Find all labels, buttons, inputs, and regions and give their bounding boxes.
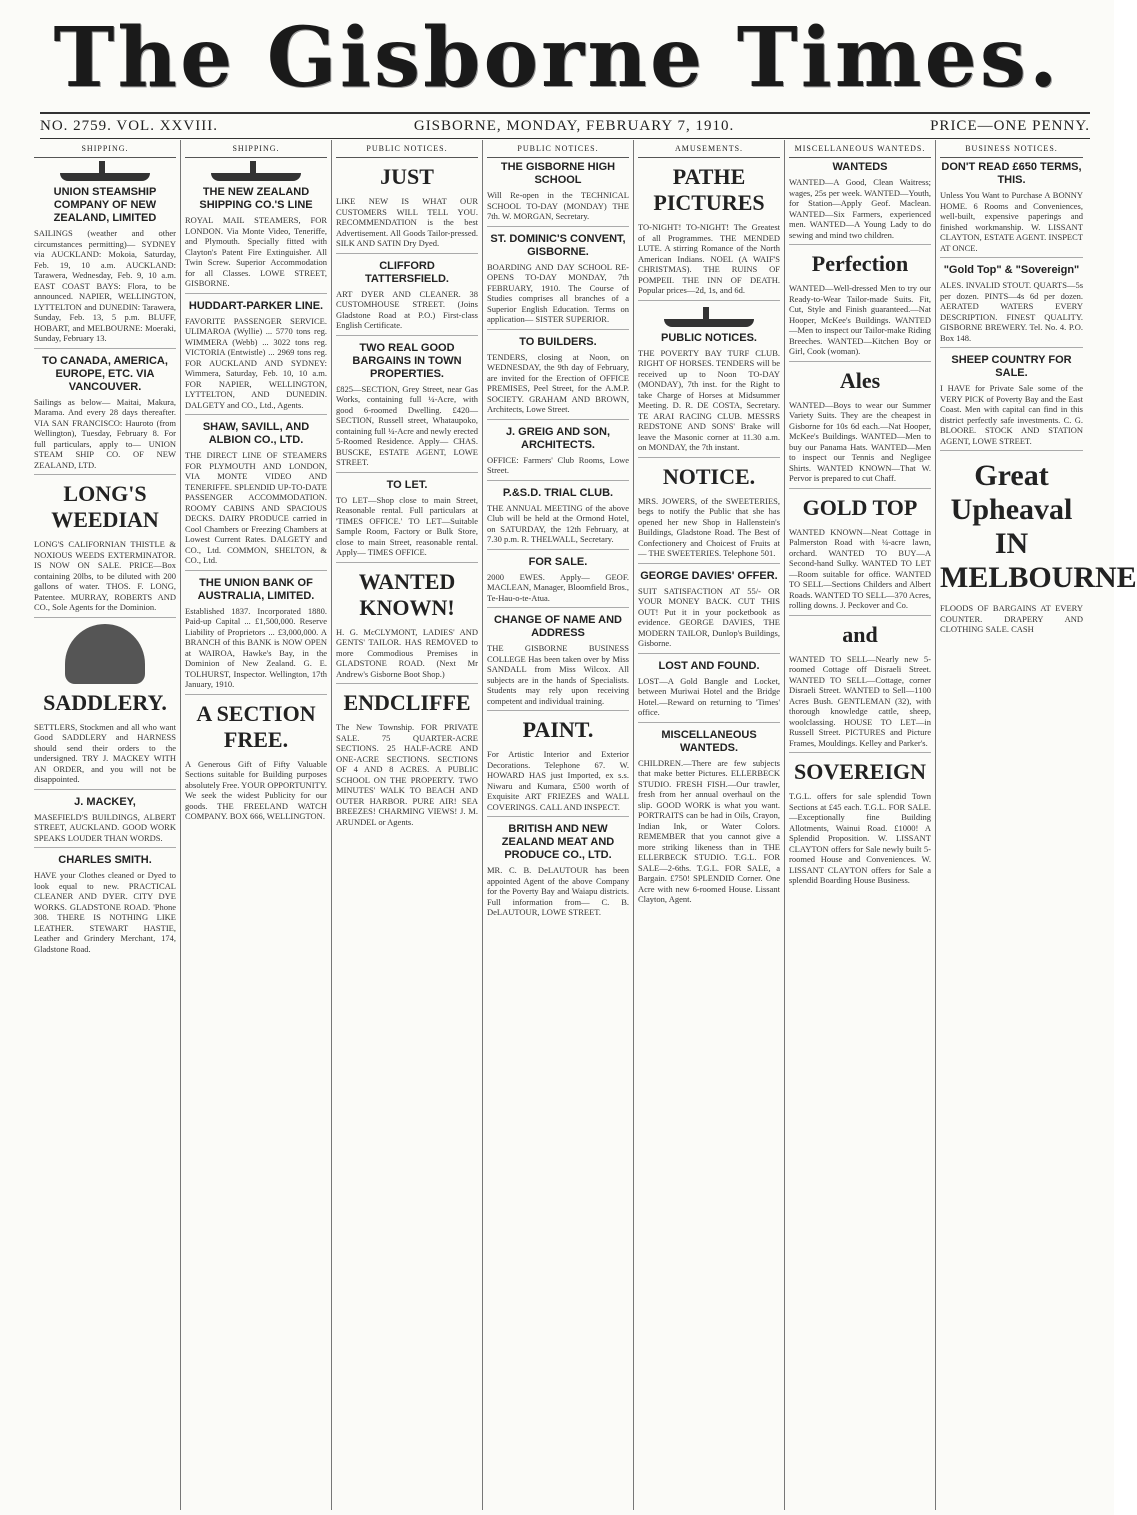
ad-title: ST. DOMINIC'S CONVENT, GISBORNE. bbox=[490, 232, 626, 258]
advertisement bbox=[34, 355, 176, 476]
advertisement bbox=[789, 495, 931, 616]
ad-title: ENDCLIFFE bbox=[343, 690, 471, 715]
ad-body: I HAVE for Private Sale some of the VERY PICK of Poverty Bay and the East Coast. Men with capital can find in this district perfectly safe investments. C. G. BLOORE. STOCK AND STATION AGENT, LOWE STREET. bbox=[940, 383, 1083, 446]
ad-title: Ales bbox=[839, 367, 881, 393]
ad-title: JUST bbox=[380, 164, 434, 189]
ad-title: LOST AND FOUND. bbox=[658, 659, 760, 672]
column-1 bbox=[30, 140, 181, 1510]
advertisement bbox=[185, 577, 327, 695]
ad-body: The New Township. FOR PRIVATE SALE. 75 QUARTER-ACRE SECTIONS. 25 HALF-ACRE AND ONE-ACRE SECTIONS. SECTIONS OF 4 AND 8 ACRES. A PUBLIC SCHOOL ON THE PROPERTY. TWO MINUTES' WALK TO BEACH AND OUTER HARBOR. PURE AIR! SEA BREEZES! CHARMING VIEWS! J. M. ARUNDEL or Agents. bbox=[336, 722, 478, 827]
ad-title: Perfection bbox=[811, 251, 909, 276]
advertisement bbox=[638, 307, 780, 458]
steamship-icon bbox=[652, 307, 766, 329]
ad-body: A Generous Gift of Fifty Valuable Sections suitable for Building purposes absolutely Free. YOUR OPPORTUNITY. We seek the widest Publicity for our goods. THE FREELAND WATCH COMPANY. BOX 666, WELLINGTON. bbox=[185, 758, 327, 821]
ad-title: J. GREIG AND SON, ARCHITECTS. bbox=[505, 425, 611, 451]
ad-title: Great Upheaval IN MELBOURNE bbox=[940, 459, 1137, 594]
ad-title: SOVEREIGN bbox=[793, 759, 927, 784]
ad-title: GEORGE DAVIES' OFFER. bbox=[640, 569, 778, 582]
ad-title: TO BUILDERS. bbox=[519, 335, 597, 348]
advertisement bbox=[789, 759, 931, 890]
ad-title: TO LET. bbox=[386, 478, 428, 491]
ad-title: MISCELLANEOUS WANTEDS. bbox=[661, 728, 757, 754]
advertisement bbox=[789, 161, 931, 245]
ad-title: LONG'S WEEDIAN bbox=[51, 481, 159, 532]
column-6 bbox=[785, 140, 936, 1510]
ad-body: H. G. McCLYMONT, LADIES' AND GENTS' TAILOR. HAS REMOVED to more Commodious Premises in GLADSTONE ROAD. (Next Mr Andrew's Gisborne Boot Shop.) bbox=[336, 626, 478, 679]
ad-title: "Gold Top" & "Sovereign" bbox=[943, 264, 1080, 276]
ad-title: THE GISBORNE HIGH SCHOOL bbox=[500, 161, 616, 186]
ad-title: SHEEP COUNTRY FOR SALE. bbox=[951, 354, 1072, 379]
advertisement bbox=[638, 729, 780, 909]
ad-title: A SECTION FREE. bbox=[196, 700, 316, 752]
ad-title: J. MACKEY, bbox=[74, 795, 136, 808]
dateline bbox=[40, 112, 1090, 139]
advertisement bbox=[336, 479, 478, 563]
column-header: PUBLIC NOTICES. bbox=[336, 140, 478, 158]
ad-body: 2000 EWES. Apply— GEOF. MACLEAN, Manager, Bloomfield Bros., Te-Hau-o-te-Atua. bbox=[487, 571, 629, 603]
ad-body: WANTED KNOWN—Neat Cottage in Palmerston Road with ¼-acre lawn, orchard. WANTED TO BUY—A Second-hand Sulky. WANTED TO LET—Room suitable for office. WANTED TO SELL—Sections Childers and Albert Roads. WANTED TO SELL—370 Acres, rolling downs. J. Peckover and Co. bbox=[789, 526, 931, 610]
ad-title: GOLD TOP bbox=[802, 494, 918, 520]
column-4 bbox=[483, 140, 634, 1510]
ad-body: HAVE your Clothes cleaned or Dyed to look equal to new. PRACTICAL CLEANER AND DYER. CITY DYE WORKS. GLADSTONE ROAD. 'Phone 308. THERE IS NOTHING LIKE LEATHER. STEWART HASTIE, Leather and Grindery Merchant, 174, Gladstone Road. bbox=[34, 870, 176, 954]
ad-body: WANTED—Well-dressed Men to try our Ready-to-Wear Tailor-made Suits. Fit, Cut, Style and Finish guaranteed.—Nat Hooper, McKee's Buildings. WANTED—Men to inspect our Tailor-make Riding Breeches. WANTED—Kitchen Boy or Girl, Cook (woman). bbox=[789, 283, 931, 356]
ad-body: ROYAL MAIL STEAMERS, FOR LONDON. Via Monte Video, Teneriffe, and Plymouth. Specially fitted with Clayton's Patent Fire Extinguisher. All Twin Screw. Superior Accommodation for all Classes. LOWE STREET, GISBORNE. bbox=[185, 215, 327, 288]
ad-title: PATHE PICTURES bbox=[653, 164, 765, 215]
ad-body: MR. C. B. DeLAUTOUR has been appointed Agent of the above Company for the Poverty Bay and Waiapu districts. Full information from— C. B. DeLAUTOUR, LOWE STREET. bbox=[487, 865, 629, 917]
ad-body: THE DIRECT LINE OF STEAMERS FOR PLYMOUTH AND LONDON, VIA MONTE VIDEO AND TENERIFFE. SPLENDID UP-TO-DATE PASSENGER ACCOMMODATION. ROOMY CABINS AND SPACIOUS DECKS. DAIRY PRODUCE carried in Cool Chambers or Freezing Chambers at Lowest Current Rates. DALGETY and CO., Ltd. COMMON, SHELTON, & CO., Ltd. bbox=[185, 450, 327, 565]
column-header: PUBLIC NOTICES. bbox=[487, 140, 629, 158]
advertisement bbox=[789, 622, 931, 754]
ad-body: TO-NIGHT! TO-NIGHT! The Greatest of all Programmes. THE MENDED LUTE. A stirring Romance of the North American Indians. NOEL (A WAIF'S CHRISTMAS). THE RUINS OF POMPEII. THE INN OF DEATH. Popular prices—2d, 1s, and 6d. bbox=[638, 222, 780, 295]
advertisement bbox=[638, 464, 780, 564]
ad-body: TENDERS, closing at Noon, on WEDNESDAY, the 9th day of February, are invited for the Erection of OFFICE PREMISES, Peel Street, for the A.M.P. SOCIETY. GRAHAM AND BROWN, Architects, Lowe Street. bbox=[487, 351, 629, 414]
ad-body: £825—SECTION, Grey Street, near Gas Works, containing full ¼-Acre, with good 6-roomed Dwelling. £420—SECTION, Russell street, Whataupoko, containing full ¼-Acre and newly erected 5-Roomed Residence. Apply— CHAS. BUSCKE, ESTATE AGENT, LOWE STREET. bbox=[336, 383, 478, 467]
column-header: SHIPPING. bbox=[34, 140, 176, 158]
advertisement bbox=[34, 796, 176, 849]
ad-body: For Artistic Interior and Exterior Decorations. Telephone 67. W. HOWARD HAS just Imported, ex s.s. Niwaru and Kumara, £500 worth of Exquisite ART FRIEZES and WALL COVERINGS. CALL AND INSPECT. bbox=[487, 749, 629, 812]
ad-title: P.&S.D. TRIAL CLUB. bbox=[502, 486, 614, 499]
advertisement bbox=[185, 300, 327, 416]
column-header: BUSINESS NOTICES. bbox=[940, 140, 1083, 158]
ad-body: LIKE NEW IS WHAT OUR CUSTOMERS WILL TELL YOU. RECOMMENDATION is the best Advertisement. All Goods Tailor-pressed. SILK AND SATIN Dry Dyed. bbox=[336, 196, 478, 248]
ad-body: THE GISBORNE BUSINESS COLLEGE Has been taken over by Miss SANDALL from Miss Wilcox. All subjects are in the hands of Specialists. Students may rely upon receiving competent and individual training. bbox=[487, 643, 629, 706]
advertisement bbox=[638, 570, 780, 654]
ad-title: SADDLERY. bbox=[43, 689, 167, 715]
ad-body: WANTED—Boys to wear our Summer Variety Suits. They are the cheapest in Gisborne for 10s 6d each.—Nat Hooper, McKee's Buildings. WANTED—Men to buy our Panama Hats. WANTED—Men to inspect our Tennis and Negligee Shirts. WANTED KNOWN—That W. Pervor is prepared to cut Chaff. bbox=[789, 399, 931, 483]
ad-body: SETTLERS, Stockmen and all who want Good SADDLERY and HARNESS should send their orders to the undersigned. TRY J. MACKEY WITH AN ORDER, and you will not be disappointed. bbox=[34, 721, 176, 784]
ad-body: ALES. INVALID STOUT. QUARTS—5s per dozen. PINTS—4s 6d per dozen. AERATED WATERS EVERY DESCRIPTION. FINEST QUALITY. GISBORNE BREWERY. Tel. No. 4. P.O. Box 148. bbox=[940, 280, 1083, 343]
ad-title: WANTED KNOWN! bbox=[358, 568, 456, 620]
advertisement bbox=[487, 233, 629, 330]
ad-body: TO LET—Shop close to main Street, Reasonable rental. Full particulars at 'TIMES OFFICE.' TO LET—Suitable Sample Room, Factory or Bulk Store, close to main Street, reasonable rental. Apply— TIMES OFFICE. bbox=[336, 494, 478, 557]
advertisement bbox=[336, 164, 478, 254]
advertisement bbox=[940, 354, 1083, 451]
advertisement bbox=[789, 368, 931, 489]
ad-body: Established 1837. Incorporated 1880. Paid-up Capital ... £1,500,000. Reserve Liability of Proprietors ... £3,000,000. A BRANCH of this BANK is NOW OPEN at WAIROA, Hawke's Bay, in the Dominion of New Zealand. G. E. TOLHURST, Inspector. Wellington, 17th January, 1910. bbox=[185, 605, 327, 689]
ad-title: PUBLIC NOTICES. bbox=[661, 331, 757, 344]
ad-body: Sailings as below— Maitai, Makura, Marama. And every 28 days thereafter. VIA SAN FRANCISCO: Hauroto (from Wellington), Tuesday, February 8. For full particulars, apply to— UNION STEAM SHIP CO. OF NEW ZEALAND, LTD. bbox=[34, 396, 176, 470]
column-3 bbox=[332, 140, 483, 1510]
ad-title: CHANGE OF NAME AND ADDRESS bbox=[494, 614, 622, 639]
advertisement bbox=[487, 614, 629, 711]
ad-body: OFFICE: Farmers' Club Rooms, Lowe Street. bbox=[487, 454, 629, 475]
column-header: AMUSEMENTS. bbox=[638, 140, 780, 158]
issue-date: GISBORNE, MONDAY, FEBRUARY 7, 1910. bbox=[413, 117, 735, 134]
ad-body: FLOODS OF BARGAINS AT EVERY COUNTER. DRAPERY AND CLOTHING SALE. CASH bbox=[940, 603, 1083, 634]
saddle-illustration bbox=[65, 624, 145, 684]
ad-title: BRITISH AND NEW ZEALAND MEAT AND PRODUCE CO., LTD. bbox=[501, 823, 615, 861]
ad-title: WANTEDS bbox=[832, 161, 888, 173]
ad-body: THE POVERTY BAY TURF CLUB. RIGHT OF HORSES. TENDERS will be received up to Noon TO-DAY (MONDAY), 7th inst. for the Right to take Charge of Horses at Midsummer Meeting. D. R. DE COSTA, Secretary. TE ARAI RACING CLUB. MESSRS REDSTONE AND SONS' Brake will leave the Masonic corner at 11.30 a.m. on MONDAY, the 7th instant. bbox=[638, 347, 780, 452]
advertisement bbox=[487, 717, 629, 817]
issue-number: NO. 2759. VOL. XXVIII. bbox=[40, 117, 218, 134]
ad-title: SHAW, SAVILL, AND ALBION CO., LTD. bbox=[202, 421, 310, 446]
advertisement bbox=[185, 421, 327, 571]
ad-title: DON'T READ £650 TERMS, THIS. bbox=[941, 161, 1082, 186]
ad-body: CHILDREN.—There are few subjects that make better Pictures. ELLERBECK STUDIO. FRESH FISH.—Our trawler, fresh from her annual overhaul on the slip. GOOD WORK is what you want. PORTRAITS can be had in Oils, Crayon, Indian Ink, or Water Colors. REMEMBER that you cannot give a more striking likeness than in THE ELLERBECK STUDIO. T.G.L. FOR SALE—2-6ths. T.G.L. FOR SALE, a Bargain. £750! SPLENDID Corner. One Acre with new 6-roomed House. Lissant Clayton, Agent. bbox=[638, 757, 780, 904]
advertisement bbox=[487, 161, 629, 227]
ad-body: MASEFIELD'S BUILDINGS, ALBERT STREET, AUCKLAND. GOOD WORK SPEAKS LOUDER THAN WORDS. bbox=[34, 811, 176, 843]
advertisement bbox=[487, 487, 629, 550]
advertisement bbox=[789, 251, 931, 362]
ad-title: FOR SALE. bbox=[528, 555, 588, 568]
ad-body: THE ANNUAL MEETING of the above Club will be held at the Ormond Hotel, on SATURDAY, the 12th February, at 7.30 p.m. R. THELWALL, Secretary. bbox=[487, 502, 629, 544]
advertisement bbox=[336, 569, 478, 685]
advertisement bbox=[940, 459, 1137, 639]
ad-title: PAINT. bbox=[522, 717, 594, 742]
ad-body: LONG'S CALIFORNIAN THISTLE & NOXIOUS WEEDS EXTERMINATOR. IS NOW ON SALE. PRICE—Box containing 20lbs, to be diluted with 200 gallons of water. THOS. F. LONG, Patentee. MURRAY, ROBERTS AND CO., Sole Agents for the Dominion. bbox=[34, 539, 176, 612]
ad-title: THE UNION BANK OF AUSTRALIA, LIMITED. bbox=[197, 576, 315, 602]
advertisement bbox=[487, 556, 629, 609]
ad-title: HUDDART-PARKER LINE. bbox=[188, 299, 324, 312]
advertisement bbox=[34, 624, 176, 790]
ad-title: CLIFFORD TATTERSFIELD. bbox=[365, 259, 449, 285]
advertisement bbox=[940, 161, 1083, 258]
advertisement bbox=[185, 161, 327, 294]
ad-body: WANTED TO SELL—Nearly new 5-roomed Cottage off Disraeli Street. WANTED TO SELL—Cottage, corner Disraeli Street. WANTED to Sell—1100 Acres Bush. GENTLEMAN (32), with thorough knowledge cattle, sheep, woolclassing. HOUSE TO LET—in Russell Street. PICTURES and Picture Frames, Mouldings. Kelley and Parker's. bbox=[789, 653, 931, 748]
column-2 bbox=[181, 140, 332, 1510]
ad-body: Unless You Want to Purchase A BONNY HOME. 6 Rooms and Conveniences, well-built, expensive paperings and finished workmanship. W. LISSANT CLAYTON, ESTATE AGENT. INSPECT AT ONCE. bbox=[940, 190, 1083, 253]
ad-body: LOST—A Gold Bangle and Locket, between Muriwai Hotel and the Bridge Hotel.—Reward on returning to 'Times' office. bbox=[638, 675, 780, 717]
advertisement bbox=[638, 164, 780, 301]
column-5 bbox=[634, 140, 785, 1510]
ad-title: CHARLES SMITH. bbox=[58, 854, 152, 866]
ad-body: WANTED—A Good, Clean Waitress; wages, 25s per week. WANTED—Youth, for Station—Apply Geof. Maclean. WANTED—Six Farmers, experienced men. WANTED—A Young Lady to do sewing and mind two children. bbox=[789, 177, 931, 240]
issue-price: PRICE—ONE PENNY. bbox=[930, 117, 1090, 134]
advertisement bbox=[487, 336, 629, 420]
advertisement bbox=[336, 342, 478, 473]
columns-container bbox=[30, 140, 1137, 1510]
ad-body: SUIT SATISFACTION AT 55/- OR YOUR MONEY BACK. CUT THIS OUT! Put it in your pocketbook as evidence. GEORGE DAVIES, THE MODERN TAILOR, Dunlop's Buildings, Gisborne. bbox=[638, 585, 780, 648]
steamship-icon bbox=[48, 161, 162, 183]
ad-body: ART DYER AND CLEANER. 38 CUSTOMHOUSE STREET. (Joins Gladstone Road at P.O.) First-class English Certificate. bbox=[336, 288, 478, 330]
column-header: MISCELLANEOUS WANTEDS. bbox=[789, 140, 931, 158]
column-header: SHIPPING. bbox=[185, 140, 327, 158]
ad-body: T.G.L. offers for sale splendid Town Sections at £45 each. T.G.L. FOR SALE.—Exceptionally fine Building Allotments, Wainui Road. £1000! A Splendid Proposition. W. LISSANT CLAYTON offers for Sale newly built 5-roomed House and Conveniences. W. LISSANT CLAYTON offers for Sale a splendid Boarding House Business. bbox=[789, 791, 931, 885]
ad-body: MRS. JOWERS, of the SWEETERIES, begs to notify the Public that she has opened her new Shop in Hallenstein's Buildings, Gladstone Road. The Best of Confectionery and Choicest of Fruits at— THE SWEETERIES. Telephone 501. bbox=[638, 495, 780, 558]
ad-title: TWO REAL GOOD BARGAINS IN TOWN PROPERTIES. bbox=[352, 341, 462, 380]
advertisement bbox=[185, 701, 327, 826]
advertisement bbox=[638, 660, 780, 723]
advertisement bbox=[34, 854, 176, 958]
ad-title: NOTICE. bbox=[662, 463, 756, 489]
advertisement bbox=[487, 426, 629, 481]
ad-title: TO CANADA, AMERICA, EUROPE, ETC. VIA VANCOUVER. bbox=[42, 354, 168, 393]
advertisement bbox=[487, 823, 629, 922]
ad-body: BOARDING AND DAY SCHOOL RE-OPENS TO-DAY MONDAY, 7th FEBRUARY, 1910. The Course of Studies comprises all branches of a Superior English Education. Terms on application— SISTER SUPERIOR. bbox=[487, 261, 629, 324]
advertisement bbox=[336, 260, 478, 336]
ad-title: and bbox=[842, 621, 878, 647]
ad-title: THE NEW ZEALAND SHIPPING CO.'S LINE bbox=[199, 186, 313, 211]
steamship-icon bbox=[199, 161, 313, 183]
column-7 bbox=[936, 140, 1137, 1510]
advertisement bbox=[34, 481, 176, 618]
masthead: The Gisborne Times. bbox=[53, 10, 1061, 106]
advertisement bbox=[940, 264, 1083, 348]
advertisement bbox=[336, 690, 478, 831]
ad-body: SAILINGS (weather and other circumstances permitting)— SYDNEY via AUCKLAND: Mokoia, Saturday, Feb. 19, 10 a.m. AUCKLAND: Tarawera, Wednesday, Feb. 9, 10 a.m. EAST COAST BAYS: Flora, to be announced. NAPIER, WELLINGTON, LYTTELTON and DUNEDIN: Tarawera, Sunday, Feb. 13, 5 p.m. BLUFF, HOBART, and MELBOURNE: Moeraki, Sunday, February 13. bbox=[34, 228, 176, 343]
advertisement bbox=[34, 161, 176, 349]
ad-title: UNION STEAMSHIP COMPANY OF NEW ZEALAND, LIMITED bbox=[53, 186, 157, 224]
ad-body: FAVORITE PASSENGER SERVICE. ULIMAROA (Wyllie) ... 5770 tons reg. WIMMERA (Webb) ... 3022 tons reg. VICTORIA (Entwistle) ... 2969 tons reg. FOR AUCKLAND AND SYDNEY: Wimmera, Saturday, Feb. 10, 10 a.m. FOR NAPIER, WELLINGTON, LYTTELTON, AND DUNEDIN. DALGETY and CO., Ltd., Agents. bbox=[185, 315, 327, 410]
ad-body: Will Re-open in the TECHNICAL SCHOOL TO-DAY (MONDAY) THE 7th. W. MORGAN, Secretary. bbox=[487, 190, 629, 221]
